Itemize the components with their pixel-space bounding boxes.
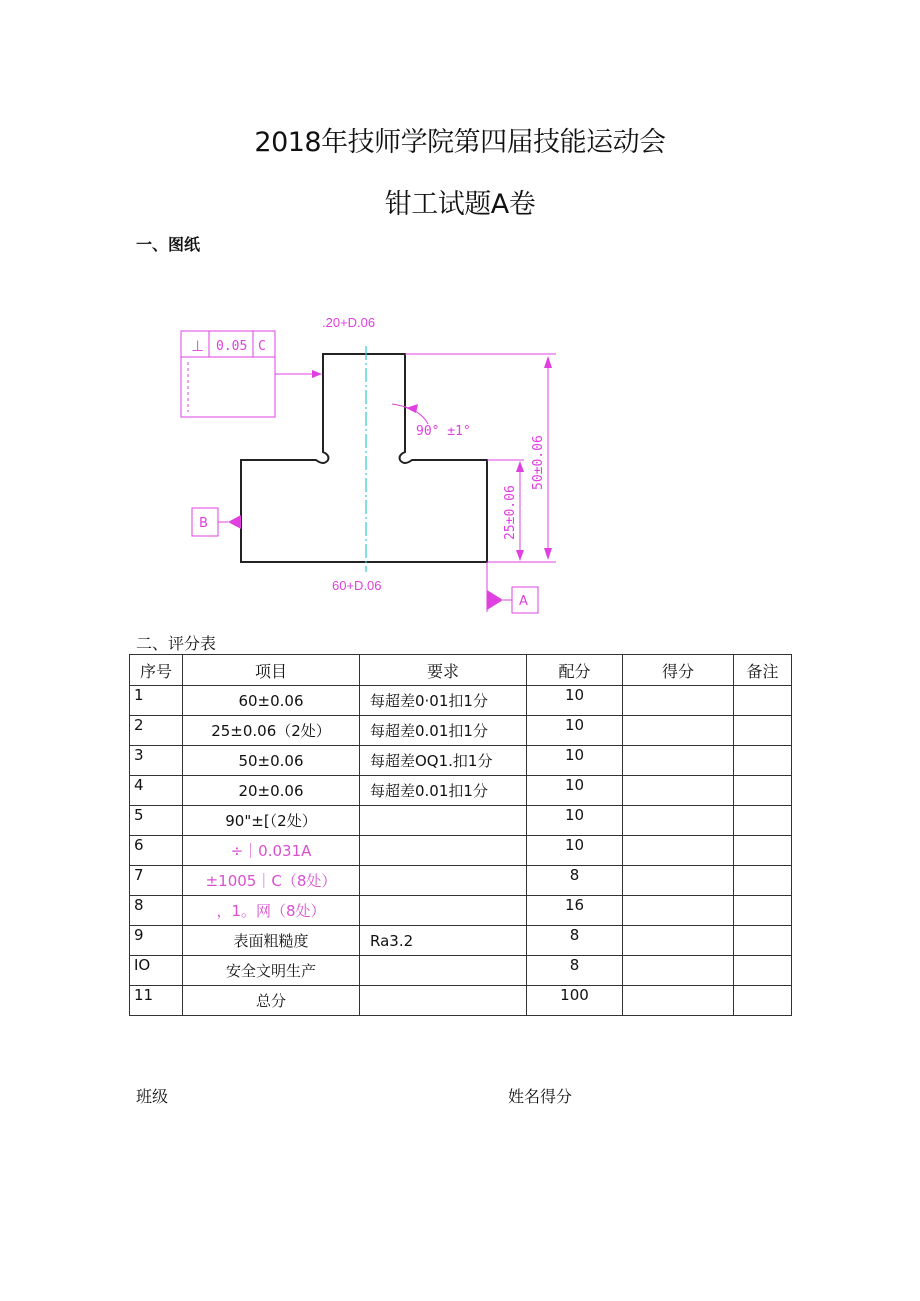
row-requirement: 每超差0.01扣1分 — [360, 776, 527, 806]
row-requirement: 每超差OQ1.扣1分 — [360, 746, 527, 776]
row-no: IO — [130, 956, 183, 986]
feature-control-frame — [181, 331, 275, 417]
row-item: 25±0.06（2处） — [183, 716, 360, 746]
row-note — [734, 746, 792, 776]
dim-right-inner-arrow-bottom — [516, 550, 524, 561]
row-score: 16 — [527, 896, 623, 926]
header-no: 序号 — [130, 655, 183, 686]
row-note — [734, 716, 792, 746]
table-row — [130, 746, 792, 776]
part-outline — [241, 354, 487, 562]
row-obtained — [623, 806, 734, 836]
row-score: 10 — [527, 806, 623, 836]
row-item: ±1005｜C（8处） — [183, 866, 360, 896]
row-obtained — [623, 836, 734, 866]
row-item: 50±0.06 — [183, 746, 360, 776]
table-row — [130, 836, 792, 866]
row-requirement: Ra3.2 — [360, 926, 527, 956]
row-score: 8 — [527, 956, 623, 986]
row-note — [734, 836, 792, 866]
frame-leader-arrow — [312, 370, 322, 378]
table-row — [130, 896, 792, 926]
score-table — [129, 654, 792, 1016]
section-drawing-heading: 一、图纸 — [136, 235, 201, 254]
row-item: 90"±[（2处） — [183, 806, 360, 836]
row-no: 1 — [130, 686, 183, 716]
row-requirement — [360, 806, 527, 836]
frame-datum: C — [258, 339, 266, 354]
row-item: 表面粗糙度 — [183, 926, 360, 956]
page-title: 2018年技师学院第四届技能运动会 — [254, 127, 666, 158]
technical-drawing — [0, 0, 920, 640]
row-no: 4 — [130, 776, 183, 806]
row-requirement — [360, 956, 527, 986]
header-got: 得分 — [623, 655, 734, 686]
row-note — [734, 686, 792, 716]
header-req: 要求 — [360, 655, 527, 686]
row-note — [734, 866, 792, 896]
datum-a-triangle — [487, 590, 503, 610]
row-no: 9 — [130, 926, 183, 956]
row-note — [734, 806, 792, 836]
row-requirement — [360, 836, 527, 866]
angle-arrow — [406, 404, 418, 413]
row-item: ÷｜0.031A — [183, 836, 360, 866]
row-no: 11 — [130, 986, 183, 1016]
row-requirement: 每超差0·01扣1分 — [360, 686, 527, 716]
table-row — [130, 806, 792, 836]
header-score: 配分 — [527, 655, 623, 686]
datum-b-label: B — [199, 516, 208, 531]
row-obtained — [623, 746, 734, 776]
datum-b-triangle — [228, 515, 241, 529]
table-row — [130, 926, 792, 956]
row-obtained — [623, 866, 734, 896]
row-note — [734, 896, 792, 926]
row-score: 8 — [527, 926, 623, 956]
row-item: 20±0.06 — [183, 776, 360, 806]
dim-top-label: .20+D.06 — [322, 315, 376, 330]
table-row — [130, 776, 792, 806]
row-score: 10 — [527, 746, 623, 776]
dim-right-outer-arrow-bottom — [544, 548, 552, 560]
header-item: 项目 — [183, 655, 360, 686]
table-row — [130, 986, 792, 1016]
row-requirement: 每超差0.01扣1分 — [360, 716, 527, 746]
row-item: 总分 — [183, 986, 360, 1016]
row-score: 10 — [527, 776, 623, 806]
row-obtained — [623, 896, 734, 926]
row-note — [734, 776, 792, 806]
row-obtained — [623, 716, 734, 746]
row-requirement — [360, 986, 527, 1016]
dim-right-inner-arrow-top — [516, 461, 524, 472]
row-no: 5 — [130, 806, 183, 836]
page-subtitle: 钳工试题A卷 — [384, 189, 536, 220]
table-row — [130, 716, 792, 746]
class-label: 班级 — [136, 1087, 169, 1106]
section-score-heading: 二、评分表 — [136, 634, 217, 653]
row-score: 10 — [527, 716, 623, 746]
frame-tolerance: 0.05 — [216, 339, 248, 354]
row-obtained — [623, 986, 734, 1016]
row-note — [734, 986, 792, 1016]
row-item: ，1。网（8处） — [183, 896, 360, 926]
header-note: 备注 — [734, 655, 792, 686]
angle-label: 90° ±1° — [416, 424, 471, 439]
table-row — [130, 866, 792, 896]
row-obtained — [623, 926, 734, 956]
row-requirement — [360, 866, 527, 896]
row-obtained — [623, 686, 734, 716]
row-score: 8 — [527, 866, 623, 896]
row-score: 10 — [527, 836, 623, 866]
dim-right-outer-label: 50±0.06 — [531, 435, 546, 490]
row-requirement — [360, 896, 527, 926]
dim-right-inner-label: 25±0.06 — [503, 485, 518, 540]
table-row — [130, 686, 792, 716]
row-score: 100 — [527, 986, 623, 1016]
row-item: 安全文明生产 — [183, 956, 360, 986]
row-score: 10 — [527, 686, 623, 716]
row-no: 2 — [130, 716, 183, 746]
dim-right-outer-arrow-top — [544, 356, 552, 368]
row-no: 6 — [130, 836, 183, 866]
row-no: 8 — [130, 896, 183, 926]
row-no: 7 — [130, 866, 183, 896]
frame-symbol: ⊥ — [191, 337, 205, 355]
row-obtained — [623, 776, 734, 806]
table-row — [130, 956, 792, 986]
table-header-row — [130, 655, 792, 686]
dim-bottom-label: 60+D.06 — [332, 578, 382, 593]
row-note — [734, 956, 792, 986]
row-note — [734, 926, 792, 956]
row-item: 60±0.06 — [183, 686, 360, 716]
name-score-label: 姓名得分 — [508, 1087, 573, 1106]
row-no: 3 — [130, 746, 183, 776]
row-obtained — [623, 956, 734, 986]
datum-a-label: A — [519, 594, 528, 609]
